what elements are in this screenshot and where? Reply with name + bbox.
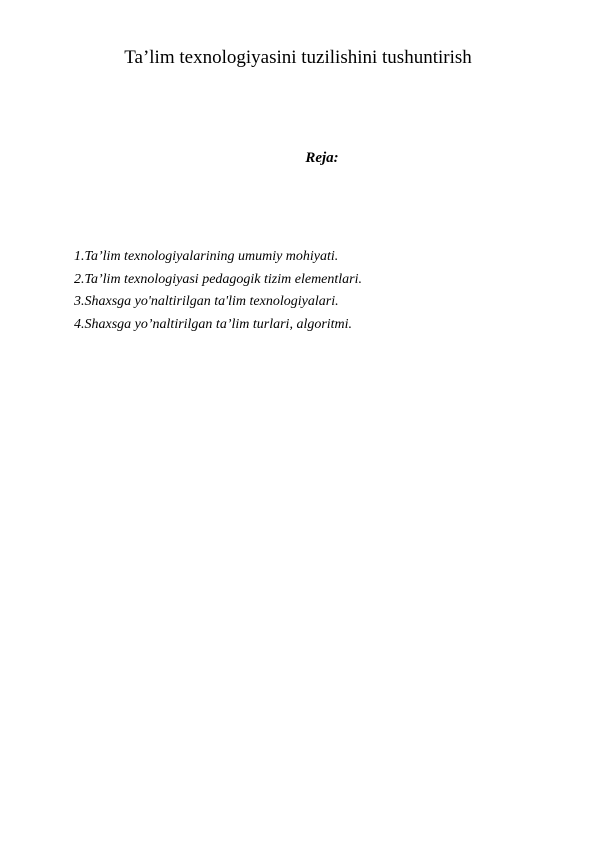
plan-item-3: 3.Shaxsga yo'naltirilgan ta'lim texnologiyalari.	[74, 294, 339, 309]
plan-item-2: 2.Ta’lim texnologiyasi pedagogik tizim elementlari.	[74, 271, 363, 287]
plan-heading: Reja:	[305, 150, 339, 166]
page-title: Ta’lim texnologiyasini tuzilishini tushuntirish	[124, 47, 472, 68]
plan-list	[74, 246, 554, 336]
plan-item-4: 4.Shaxsga yo’naltirilgan ta’lim turlari, algoritmi.	[74, 316, 353, 332]
plan-item-1: 1.Ta’lim texnologiyalarining umumiy mohiyati.	[74, 249, 339, 264]
